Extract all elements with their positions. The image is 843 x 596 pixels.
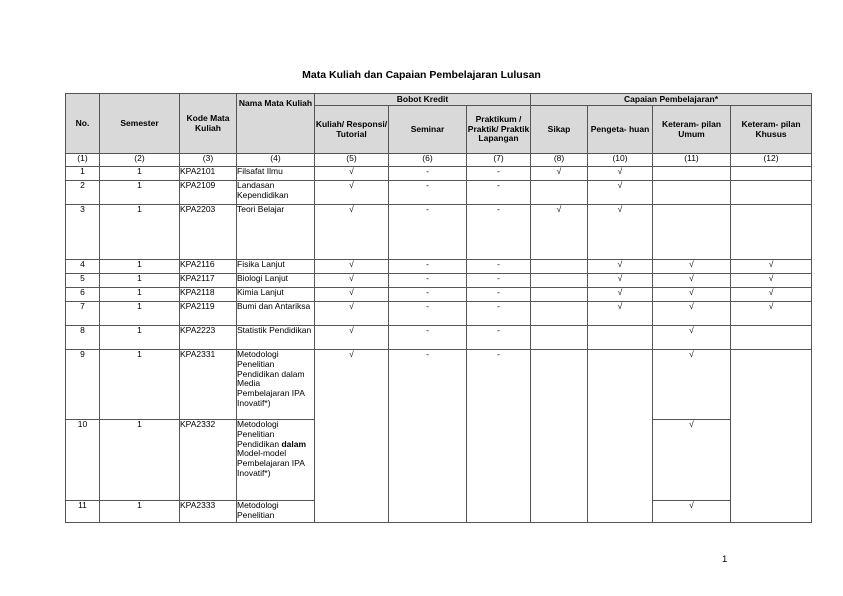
sikap-check-mark [531,302,588,326]
header-ket-umum: Keteram- pilan Umum [653,106,731,154]
row-semester: 1 [100,501,180,523]
header-kode: Kode Mata Kuliah [180,94,237,154]
kuliah-check-mark: √ [315,326,389,350]
row-kode: KPA2119 [180,302,237,326]
seminar-dash: - [389,288,467,302]
kuliah-check-mark: √ [315,274,389,288]
header-seminar: Seminar [389,106,467,154]
kuliah-check-mark: √ [315,167,389,181]
ket-umum-check-mark: √ [653,288,731,302]
row-no: 8 [66,326,100,350]
row-kode: KPA2332 [180,420,237,501]
row-no: 9 [66,350,100,420]
row-no: 10 [66,420,100,501]
row-no: 2 [66,181,100,205]
header-semester: Semester [100,94,180,154]
pengetahuan-check-mark: √ [588,205,653,260]
row-kode: KPA2116 [180,260,237,274]
praktikum-dash: - [467,326,531,350]
praktikum-dash: - [467,260,531,274]
pengetahuan-check-mark: √ [588,274,653,288]
kuliah-check-mark: √ [315,260,389,274]
row-semester: 1 [100,288,180,302]
column-number: (6) [389,154,467,167]
pengetahuan-check-mark: √ [588,181,653,205]
ket-khusus-check-mark [731,326,812,350]
sikap-check-mark [531,181,588,205]
ket-khusus-check-mark: √ [731,302,812,326]
nama-bold-part: dalam [281,438,307,449]
row-semester: 1 [100,302,180,326]
ket-khusus-check-mark [731,167,812,181]
row-kode: KPA2333 [180,501,237,523]
row-nama: Kimia Lanjut [237,288,315,302]
pengetahuan-check-mark: √ [588,302,653,326]
sikap-check-mark [531,326,588,350]
row-kode: KPA2331 [180,350,237,420]
pengetahuan-check-mark: √ [588,288,653,302]
ket-khusus-cell [731,350,812,523]
row-semester: 1 [100,350,180,420]
ket-umum-check-mark: √ [653,326,731,350]
row-semester: 1 [100,260,180,274]
row-kode: KPA2203 [180,205,237,260]
row-no: 7 [66,302,100,326]
praktikum-dash: - [467,288,531,302]
row-no: 6 [66,288,100,302]
row-semester: 1 [100,181,180,205]
sikap-check-mark: √ [531,205,588,260]
row-nama: Biologi Lanjut [237,274,315,288]
row-nama: Metodologi Penelitian [237,501,315,523]
row-nama [237,420,315,501]
table-row [66,260,812,274]
row-nama: Landasan Kependidikan [237,181,315,205]
ket-khusus-check-mark: √ [731,274,812,288]
praktikum-dash: - [467,167,531,181]
seminar-dash: - [389,274,467,288]
header-bobot-kredit: Bobot Kredit [315,94,531,106]
row-nama: Bumi dan Antariksa [237,302,315,326]
column-number: (4) [237,154,315,167]
row-semester: 1 [100,205,180,260]
ket-umum-check-mark [653,205,731,260]
seminar-dash: - [389,350,467,523]
header-pengetahuan: Pengeta- huan [588,106,653,154]
row-no: 11 [66,501,100,523]
sikap-cell [531,350,588,523]
column-number: (3) [180,154,237,167]
table-row [66,350,812,420]
pengetahuan-check-mark [588,326,653,350]
row-kode: KPA2101 [180,167,237,181]
table-row [66,288,812,302]
praktikum-dash: - [467,274,531,288]
column-number: (2) [100,154,180,167]
row-kode: KPA2118 [180,288,237,302]
table-row [66,326,812,350]
column-number: (5) [315,154,389,167]
table-row [66,167,812,181]
ket-umum-check-mark: √ [653,274,731,288]
column-number: (1) [66,154,100,167]
row-semester: 1 [100,420,180,501]
row-no: 5 [66,274,100,288]
column-number: (11) [653,154,731,167]
ket-khusus-check-mark: √ [731,260,812,274]
row-semester: 1 [100,274,180,288]
seminar-dash: - [389,181,467,205]
ket-umum-check-mark: √ [653,260,731,274]
seminar-dash: - [389,302,467,326]
seminar-dash: - [389,260,467,274]
kuliah-check-mark: √ [315,205,389,260]
praktikum-dash: - [467,181,531,205]
row-nama: Filsafat Ilmu [237,167,315,181]
pengetahuan-cell [588,350,653,523]
ket-khusus-check-mark: √ [731,288,812,302]
praktikum-dash: - [467,302,531,326]
nama-part: Metodologi Penelitian Pendidikan [237,419,280,449]
ket-khusus-check-mark [731,205,812,260]
nama-part: Model-model Pembelajaran IPA Inovatif*) [237,448,305,478]
ket-umum-check-mark [653,167,731,181]
column-number: (7) [467,154,531,167]
ket-umum-check-mark [653,181,731,205]
sikap-check-mark [531,288,588,302]
ket-umum-check-mark: √ [653,501,731,523]
row-semester: 1 [100,326,180,350]
column-number: (12) [731,154,812,167]
header-nama: Nama Mata Kuliah [237,94,315,154]
column-number: (8) [531,154,588,167]
row-no: 4 [66,260,100,274]
row-semester: 1 [100,167,180,181]
pengetahuan-check-mark: √ [588,260,653,274]
page-title: Mata Kuliah dan Capaian Pembelajaran Lulusan [302,69,541,81]
row-nama: Teori Belajar [237,205,315,260]
header-praktikum: Praktikum / Praktik/ Praktik Lapangan [467,106,531,154]
seminar-dash: - [389,205,467,260]
table-row [66,205,812,260]
row-nama: Statistik Pendidikan [237,326,315,350]
header-sikap: Sikap [531,106,588,154]
ket-umum-check-mark: √ [653,302,731,326]
kuliah-check-mark: √ [315,350,389,523]
row-kode: KPA2109 [180,181,237,205]
table-row [66,181,812,205]
header-ket-khusus: Keteram- pilan Khusus [731,106,812,154]
kuliah-check-mark: √ [315,288,389,302]
sikap-check-mark: √ [531,167,588,181]
praktikum-dash: - [467,205,531,260]
column-number: (10) [588,154,653,167]
kuliah-check-mark: √ [315,302,389,326]
row-no: 3 [66,205,100,260]
ket-umum-check-mark: √ [653,350,731,420]
header-capaian: Capaian Pembelajaran* [531,94,812,106]
seminar-dash: - [389,167,467,181]
row-nama: Fisika Lanjut [237,260,315,274]
sikap-check-mark [531,274,588,288]
header-no: No. [66,94,100,154]
row-nama: Metodologi Penelitian Pendidikan dalam Media Pembelajaran IPA Inovatif*) [237,350,315,420]
row-kode: KPA2117 [180,274,237,288]
page-number: 1 [722,554,728,565]
header-kuliah: Kuliah/ Responsi/ Tutorial [315,106,389,154]
kuliah-check-mark: √ [315,181,389,205]
pengetahuan-check-mark: √ [588,167,653,181]
row-no: 1 [66,167,100,181]
sikap-check-mark [531,260,588,274]
ket-umum-check-mark: √ [653,420,731,501]
praktikum-dash: - [467,350,531,523]
table-row [66,302,812,326]
seminar-dash: - [389,326,467,350]
column-number-row [66,154,812,167]
table-row [66,274,812,288]
curriculum-table [65,93,812,523]
ket-khusus-check-mark [731,181,812,205]
row-kode: KPA2223 [180,326,237,350]
